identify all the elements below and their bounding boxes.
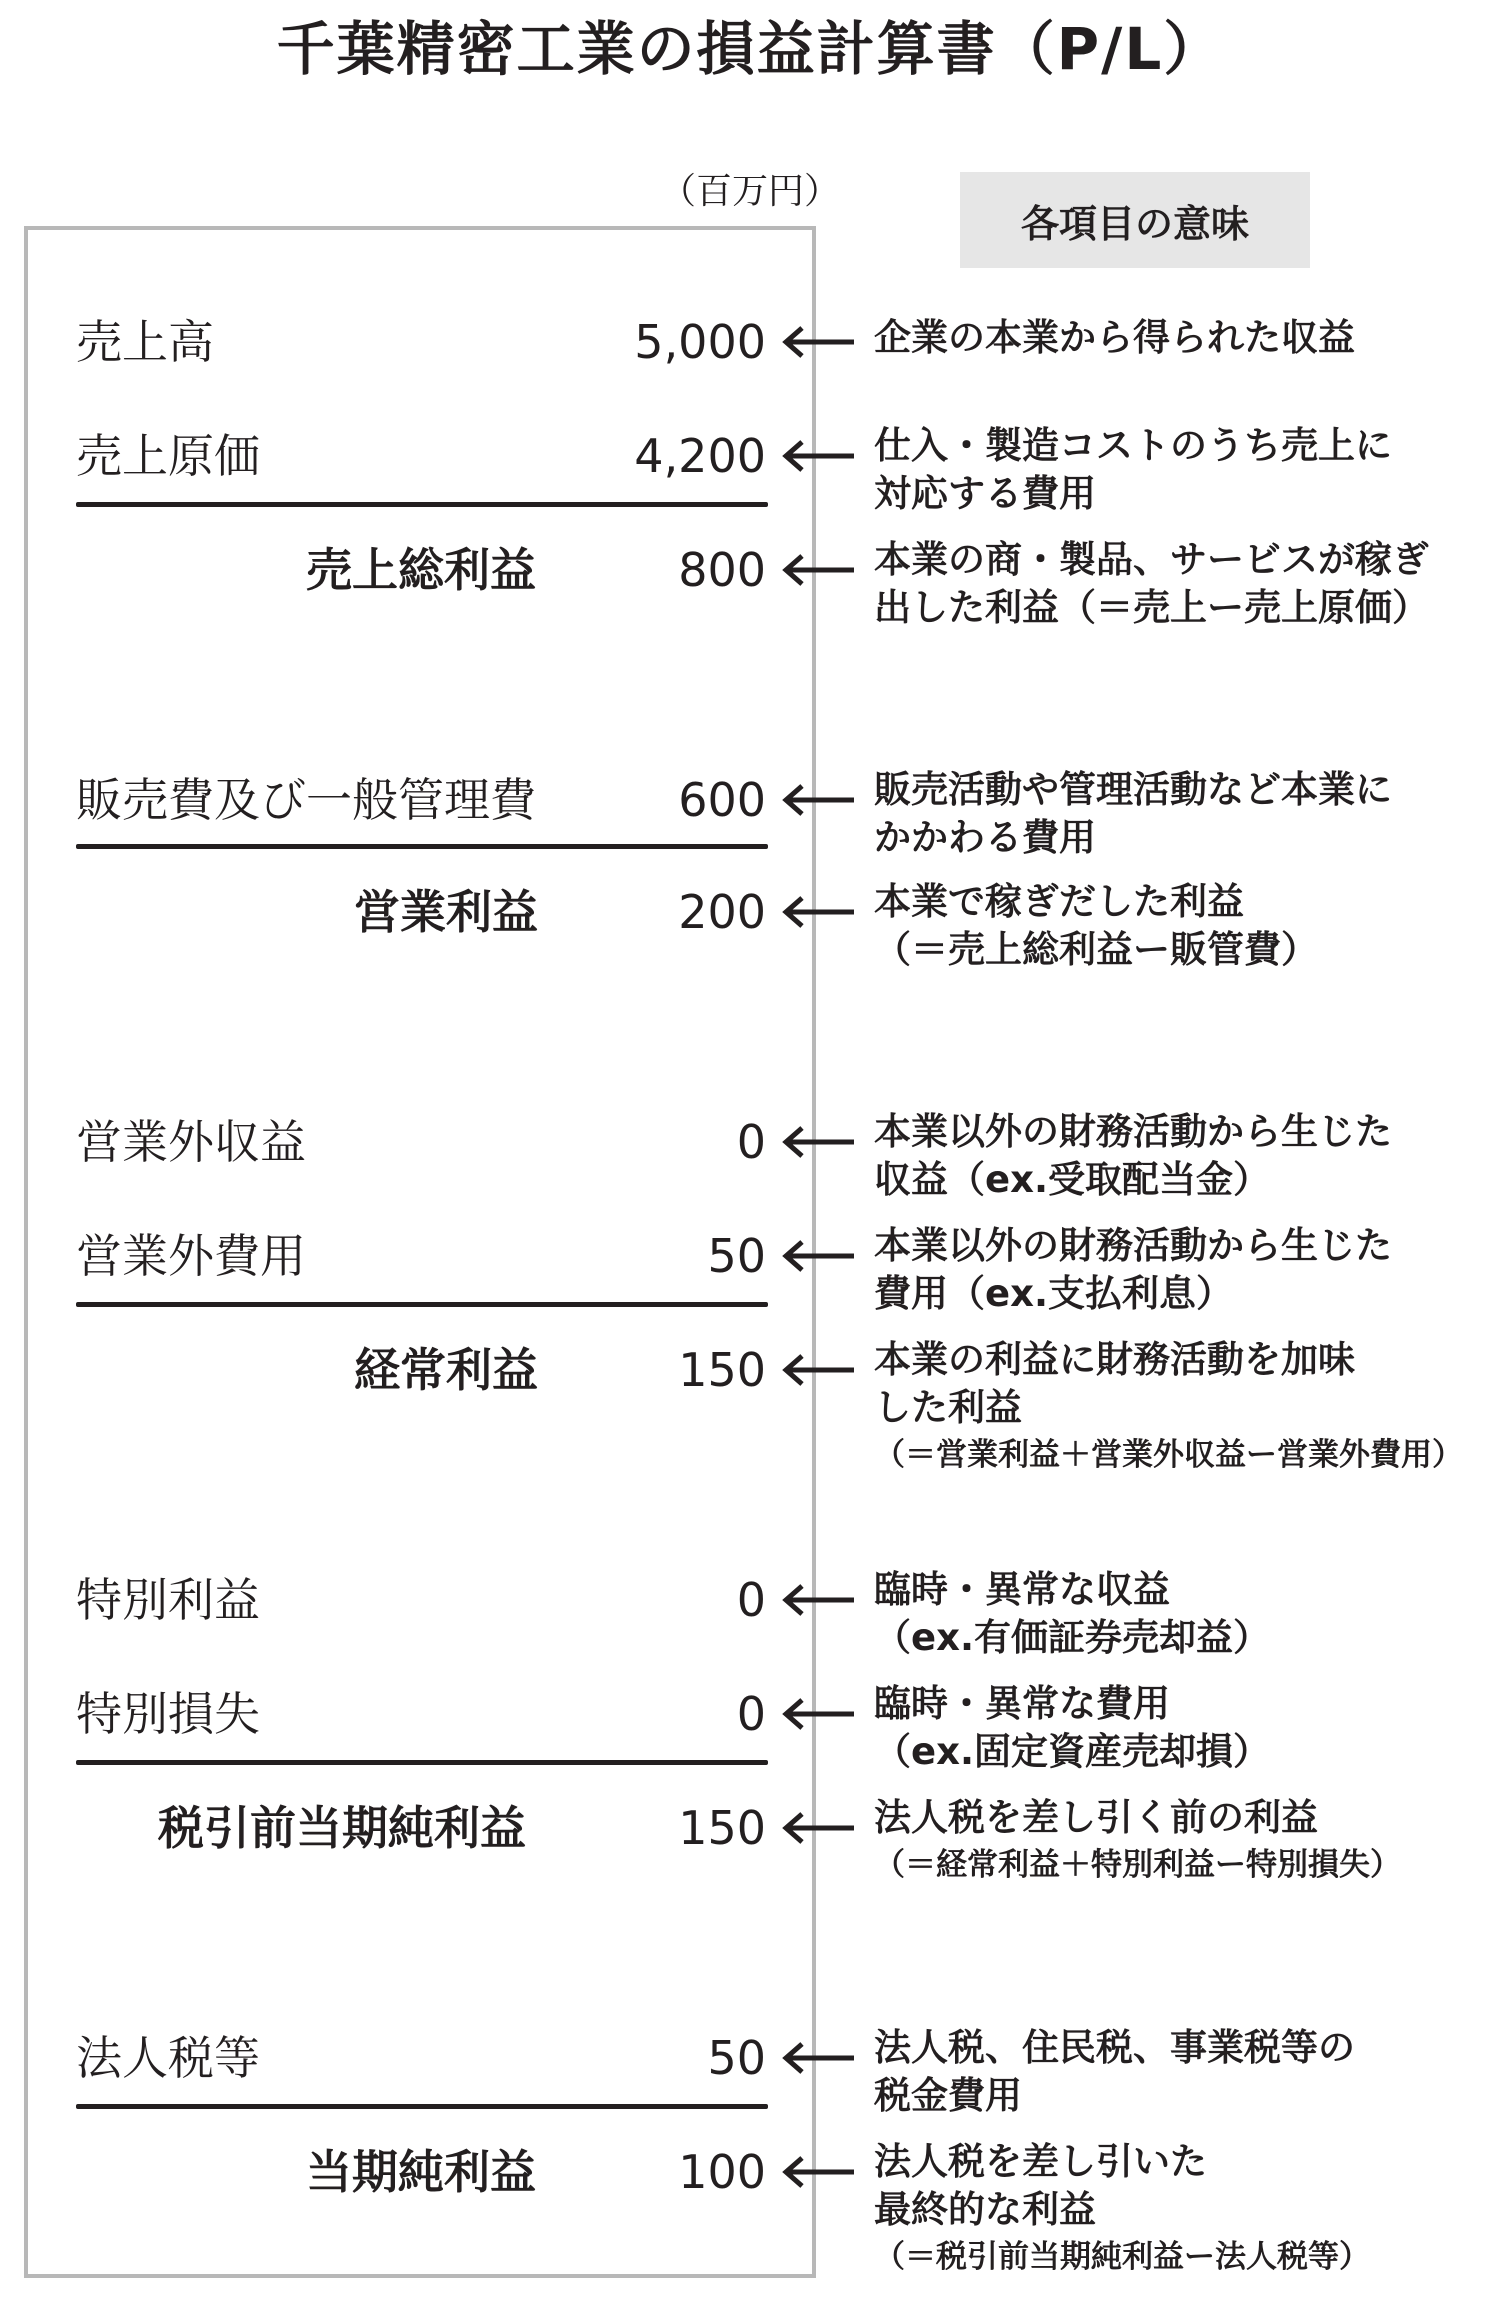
row-label-net-income: 当期純利益 xyxy=(306,2145,536,2199)
desc-line: 税金費用 xyxy=(874,2074,1022,2117)
legend-header xyxy=(960,172,1310,268)
row-value-extraordinary-loss: 0 xyxy=(736,1687,766,1741)
arrow-left-icon xyxy=(780,1696,856,1732)
row-value-non-operating-expenses: 50 xyxy=(707,1229,766,1283)
desc-line: （＝売上総利益ー販管費） xyxy=(874,928,1318,971)
page-title: 千葉精密工業の損益計算書（P/L） xyxy=(276,15,1224,83)
arrow-left-icon xyxy=(780,552,856,588)
arrow-left-icon xyxy=(780,1124,856,1160)
row-label-operating-profit: 営業利益 xyxy=(354,885,538,939)
desc-line: 本業の商・製品、サービスが稼ぎ xyxy=(874,538,1429,581)
row-label-gross-profit: 売上総利益 xyxy=(306,543,536,597)
row-desc-non-operating-income xyxy=(874,1108,1494,1204)
arrow-left-icon xyxy=(780,324,856,360)
desc-line: 仕入・製造コストのうち売上に xyxy=(874,424,1392,467)
desc-line: 本業の利益に財務活動を加味 xyxy=(874,1338,1355,1381)
arrow-left-icon xyxy=(780,438,856,474)
row-label-pretax-income: 税引前当期純利益 xyxy=(158,1801,526,1855)
row-desc-sga xyxy=(874,766,1494,862)
row-desc-non-operating-expenses xyxy=(874,1222,1494,1318)
row-label-ordinary-profit: 経常利益 xyxy=(354,1343,538,1397)
row-value-net-income: 100 xyxy=(678,2145,766,2199)
subtotal-rule xyxy=(76,1760,768,1765)
desc-line: 臨時・異常な費用 xyxy=(874,1682,1170,1725)
desc-line: （ex.固定資産売却損） xyxy=(874,1730,1271,1773)
row-value-operating-profit: 200 xyxy=(678,885,766,939)
row-label-sga: 販売費及び一般管理費 xyxy=(76,773,536,827)
arrow-left-icon xyxy=(780,2040,856,2076)
row-desc-sales xyxy=(874,314,1494,362)
desc-line: 臨時・異常な収益 xyxy=(874,1568,1170,1611)
row-label-extraordinary-income: 特別利益 xyxy=(76,1573,260,1627)
desc-line: 最終的な利益 xyxy=(874,2188,1096,2231)
row-value-pretax-income: 150 xyxy=(678,1801,766,1855)
desc-line: かかわる費用 xyxy=(874,816,1096,859)
row-value-ordinary-profit: 150 xyxy=(678,1343,766,1397)
row-desc-net-income xyxy=(874,2138,1494,2280)
row-desc-income-taxes xyxy=(874,2024,1494,2120)
arrow-left-icon xyxy=(780,1352,856,1388)
row-value-extraordinary-income: 0 xyxy=(736,1573,766,1627)
subtotal-rule xyxy=(76,1302,768,1307)
desc-line: （＝経常利益＋特別利益ー特別損失） xyxy=(874,1847,1401,1883)
desc-line: （＝税引前当期純利益ー法人税等） xyxy=(874,2239,1370,2275)
subtotal-rule xyxy=(76,844,768,849)
desc-line: した利益 xyxy=(874,1386,1022,1429)
desc-line: 企業の本業から得られた収益 xyxy=(874,316,1355,359)
row-label-sales: 売上高 xyxy=(76,315,214,369)
desc-line: 対応する費用 xyxy=(874,472,1096,515)
row-desc-cogs xyxy=(874,422,1494,518)
row-value-gross-profit: 800 xyxy=(678,543,766,597)
desc-line: 収益（ex.受取配当金） xyxy=(874,1158,1271,1201)
arrow-left-icon xyxy=(780,2154,856,2190)
row-label-non-operating-expenses: 営業外費用 xyxy=(76,1229,306,1283)
subtotal-rule xyxy=(76,2104,768,2109)
arrow-left-icon xyxy=(780,1238,856,1274)
row-desc-operating-profit xyxy=(874,878,1494,974)
row-value-sales: 5,000 xyxy=(634,315,766,369)
desc-line: （ex.有価証券売却益） xyxy=(874,1616,1271,1659)
arrow-left-icon xyxy=(780,1810,856,1846)
arrow-left-icon xyxy=(780,782,856,818)
legend-header-text: 各項目の意味 xyxy=(1020,201,1249,246)
arrow-left-icon xyxy=(780,1582,856,1618)
desc-line: 本業以外の財務活動から生じた xyxy=(874,1224,1392,1267)
desc-line: 出した利益（＝売上ー売上原価） xyxy=(874,586,1429,629)
row-label-non-operating-income: 営業外収益 xyxy=(76,1115,306,1169)
row-label-extraordinary-loss: 特別損失 xyxy=(76,1687,260,1741)
desc-line: （＝営業利益＋営業外収益ー営業外費用） xyxy=(874,1437,1463,1473)
row-desc-pretax-income xyxy=(874,1794,1494,1888)
subtotal-rule xyxy=(76,502,768,507)
unit-label: （百万円） xyxy=(660,171,841,212)
desc-line: 法人税、住民税、事業税等の xyxy=(874,2026,1355,2069)
desc-line: 費用（ex.支払利息） xyxy=(874,1272,1234,1315)
desc-line: 販売活動や管理活動など本業に xyxy=(874,768,1392,811)
row-desc-extraordinary-loss xyxy=(874,1680,1494,1776)
row-desc-extraordinary-income xyxy=(874,1566,1494,1662)
desc-line: 法人税を差し引く前の利益 xyxy=(874,1796,1318,1839)
row-value-income-taxes: 50 xyxy=(707,2031,766,2085)
row-desc-gross-profit xyxy=(874,536,1494,632)
row-value-sga: 600 xyxy=(678,773,766,827)
desc-line: 本業で稼ぎだした利益 xyxy=(874,880,1244,923)
row-value-non-operating-income: 0 xyxy=(736,1115,766,1169)
row-label-cogs: 売上原価 xyxy=(76,429,260,483)
arrow-left-icon xyxy=(780,894,856,930)
row-desc-ordinary-profit xyxy=(874,1336,1494,1478)
desc-line: 法人税を差し引いた xyxy=(874,2140,1207,2183)
desc-line: 本業以外の財務活動から生じた xyxy=(874,1110,1392,1153)
row-value-cogs: 4,200 xyxy=(634,429,766,483)
row-label-income-taxes: 法人税等 xyxy=(76,2031,260,2085)
